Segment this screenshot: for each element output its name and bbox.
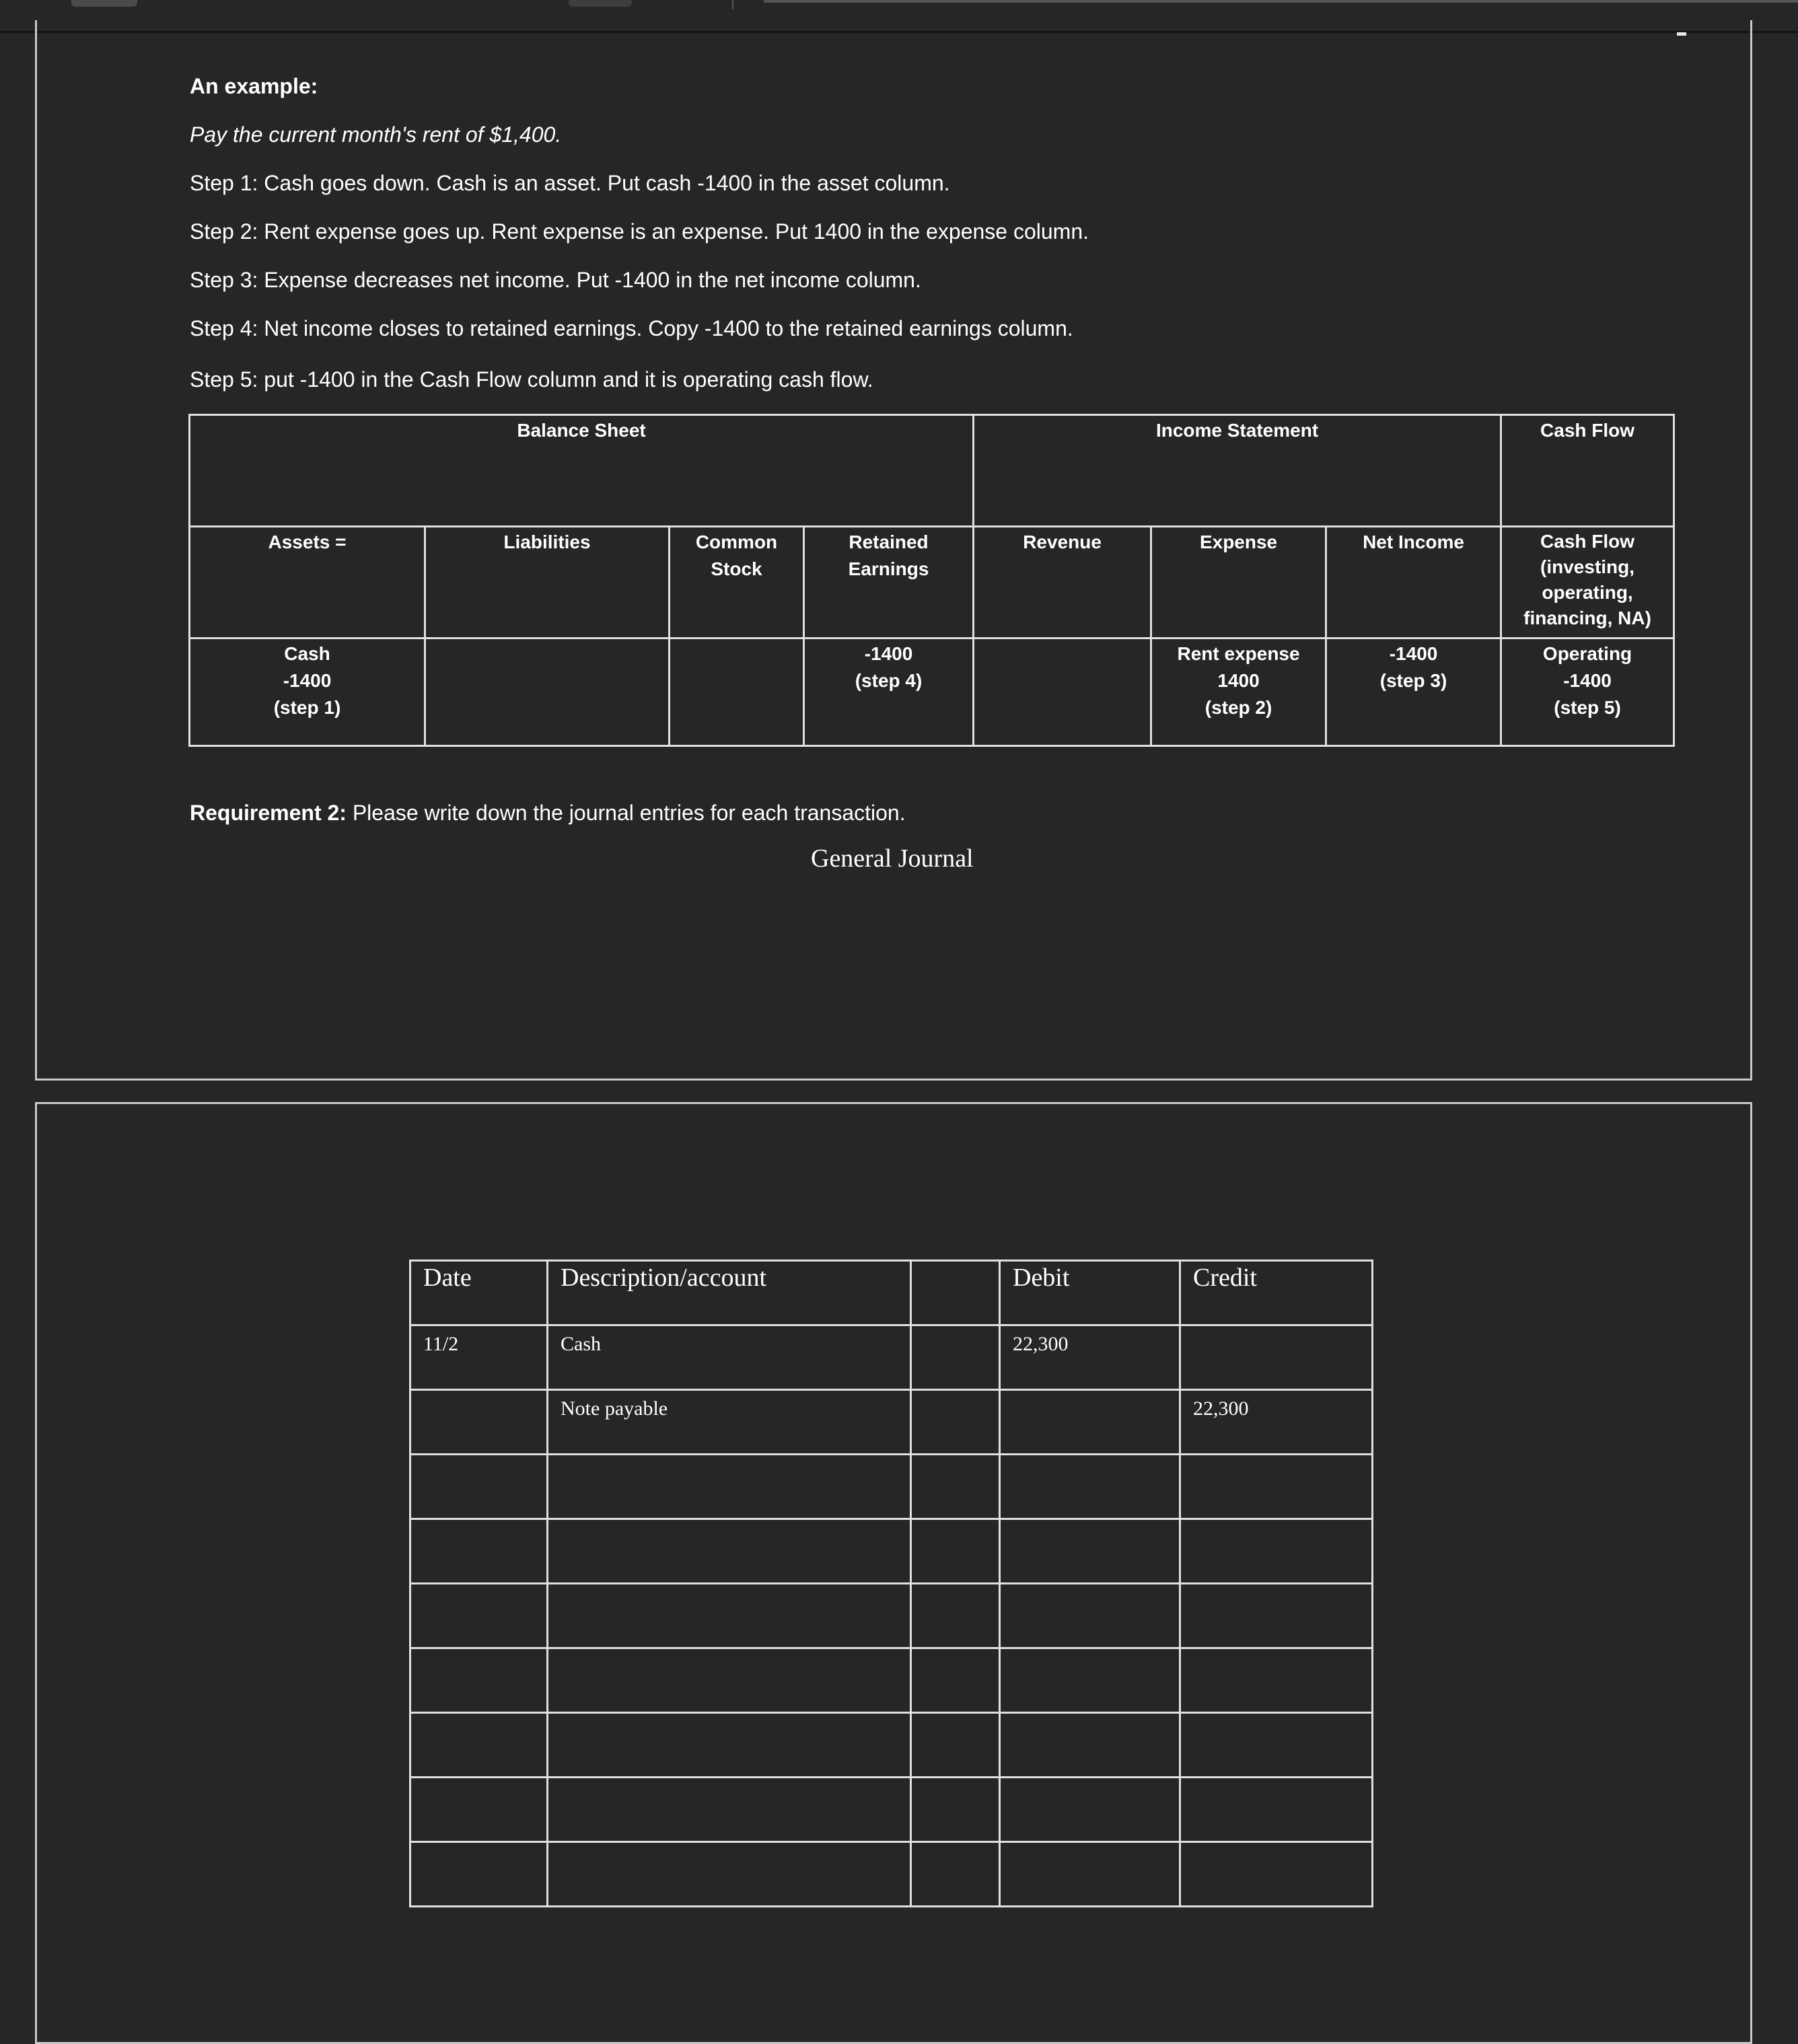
worksheet-group-header: Balance Sheet xyxy=(190,415,974,527)
example-step-5: Step 5: put -1400 in the Cash Flow column and it is operating cash flow. xyxy=(190,367,873,392)
journal-header-ref xyxy=(911,1261,1000,1325)
journal-row xyxy=(410,1842,1373,1907)
journal-header-debit: Debit xyxy=(1000,1261,1180,1325)
worksheet-cell xyxy=(670,638,804,746)
journal-row xyxy=(410,1455,1373,1519)
journal-cell-description[interactable] xyxy=(548,1648,911,1713)
worksheet-column-header: Liabilities xyxy=(425,527,670,638)
example-transaction: Pay the current month's rent of $1,400. xyxy=(190,122,562,147)
worksheet-group-row xyxy=(190,415,1674,527)
journal-cell-date[interactable]: 11/2 xyxy=(410,1325,548,1390)
worksheet-group-header: Income Statement xyxy=(974,415,1501,527)
worksheet-column-header: Assets = xyxy=(190,527,425,638)
journal-header-row xyxy=(410,1261,1373,1325)
example-step-2: Step 2: Rent expense goes up. Rent expense is an expense. Put 1400 in the expense column. xyxy=(190,219,1089,244)
journal-cell-credit[interactable] xyxy=(1180,1519,1373,1584)
journal-cell-date[interactable] xyxy=(410,1778,548,1842)
worksheet-cell xyxy=(974,638,1151,746)
journal-row xyxy=(410,1648,1373,1713)
toolbar-tab[interactable] xyxy=(71,0,137,7)
journal-cell-ref[interactable] xyxy=(911,1455,1000,1519)
example-heading: An example: xyxy=(190,74,318,98)
journal-cell-ref[interactable] xyxy=(911,1584,1000,1648)
journal-header-description: Description/account xyxy=(548,1261,911,1325)
worksheet-cell: Rent expense 1400 (step 2) xyxy=(1151,638,1326,746)
requirement-text: Please write down the journal entries for each transaction. xyxy=(346,801,906,825)
journal-row xyxy=(410,1584,1373,1648)
journal-cell-ref[interactable] xyxy=(911,1648,1000,1713)
journal-cell-ref[interactable] xyxy=(911,1778,1000,1842)
journal-cell-debit[interactable] xyxy=(1000,1390,1180,1455)
journal-row xyxy=(410,1778,1373,1842)
journal-cell-credit[interactable] xyxy=(1180,1455,1373,1519)
journal-cell-debit[interactable] xyxy=(1000,1584,1180,1648)
journal-cell-date[interactable] xyxy=(410,1455,548,1519)
journal-cell-debit[interactable] xyxy=(1000,1842,1180,1907)
example-step-4: Step 4: Net income closes to retained earnings. Copy -1400 to the retained earnings column. xyxy=(190,316,1073,340)
worksheet-column-header: Revenue xyxy=(974,527,1151,638)
journal-row xyxy=(410,1325,1373,1390)
general-journal-title: General Journal xyxy=(811,844,974,873)
requirement-label: Requirement 2: xyxy=(190,801,347,825)
journal-cell-date[interactable] xyxy=(410,1519,548,1584)
journal-cell-credit[interactable] xyxy=(1180,1713,1373,1778)
journal-cell-date[interactable] xyxy=(410,1648,548,1713)
worksheet-column-header: Cash Flow (investing, operating, financing, NA) xyxy=(1501,527,1674,638)
journal-cell-description[interactable] xyxy=(548,1584,911,1648)
journal-cell-credit[interactable] xyxy=(1180,1778,1373,1842)
journal-cell-ref[interactable] xyxy=(911,1325,1000,1390)
journal-cell-date[interactable] xyxy=(410,1713,548,1778)
journal-cell-credit[interactable] xyxy=(1180,1842,1373,1907)
worksheet-group-header: Cash Flow xyxy=(1501,415,1674,527)
example-step-1: Step 1: Cash goes down. Cash is an asset. Put cash -1400 in the asset column. xyxy=(190,171,950,195)
journal-cell-debit[interactable] xyxy=(1000,1648,1180,1713)
journal-cell-description[interactable] xyxy=(548,1842,911,1907)
journal-cell-ref[interactable] xyxy=(911,1519,1000,1584)
worksheet-column-header: Retained Earnings xyxy=(804,527,974,638)
toolbar-divider xyxy=(732,0,733,9)
worksheet-cell: Cash -1400 (step 1) xyxy=(190,638,425,746)
journal-header-date: Date xyxy=(410,1261,548,1325)
journal-row xyxy=(410,1390,1373,1455)
journal-cell-description[interactable]: Note payable xyxy=(548,1390,911,1455)
journal-cell-debit[interactable]: 22,300 xyxy=(1000,1325,1180,1390)
journal-cell-description[interactable] xyxy=(548,1778,911,1842)
toolbar-strip xyxy=(764,0,1798,3)
worksheet-column-row xyxy=(190,527,1674,638)
journal-cell-credit[interactable] xyxy=(1180,1325,1373,1390)
journal-table xyxy=(409,1260,1373,1907)
journal-cell-ref[interactable] xyxy=(911,1713,1000,1778)
journal-cell-description[interactable] xyxy=(548,1455,911,1519)
journal-cell-debit[interactable] xyxy=(1000,1519,1180,1584)
journal-cell-debit[interactable] xyxy=(1000,1713,1180,1778)
journal-row xyxy=(410,1519,1373,1584)
worksheet-column-header: Common Stock xyxy=(670,527,804,638)
journal-cell-description[interactable]: Cash xyxy=(548,1325,911,1390)
journal-cell-debit[interactable] xyxy=(1000,1455,1180,1519)
worksheet-cell: -1400 (step 3) xyxy=(1326,638,1501,746)
worksheet-data-row xyxy=(190,638,1674,746)
worksheet-column-header: Expense xyxy=(1151,527,1326,638)
journal-cell-credit[interactable] xyxy=(1180,1584,1373,1648)
journal-header-credit: Credit xyxy=(1180,1261,1373,1325)
journal-row xyxy=(410,1713,1373,1778)
journal-cell-ref[interactable] xyxy=(911,1842,1000,1907)
worksheet-column-header: Net Income xyxy=(1326,527,1501,638)
journal-cell-ref[interactable] xyxy=(911,1390,1000,1455)
journal-cell-date[interactable] xyxy=(410,1842,548,1907)
journal-cell-debit[interactable] xyxy=(1000,1778,1180,1842)
toolbar-tab[interactable] xyxy=(569,0,632,7)
worksheet-cell: -1400 (step 4) xyxy=(804,638,974,746)
journal-cell-description[interactable] xyxy=(548,1519,911,1584)
journal-cell-credit[interactable] xyxy=(1180,1648,1373,1713)
worksheet-cell: Operating -1400 (step 5) xyxy=(1501,638,1674,746)
example-step-3: Step 3: Expense decreases net income. Put -1400 in the net income column. xyxy=(190,268,921,292)
journal-cell-description[interactable] xyxy=(548,1713,911,1778)
journal-cell-credit[interactable]: 22,300 xyxy=(1180,1390,1373,1455)
journal-cell-date[interactable] xyxy=(410,1390,548,1455)
worksheet-cell xyxy=(425,638,670,746)
accounting-worksheet xyxy=(188,414,1675,747)
requirement-2 xyxy=(190,801,906,826)
journal-cell-date[interactable] xyxy=(410,1584,548,1648)
